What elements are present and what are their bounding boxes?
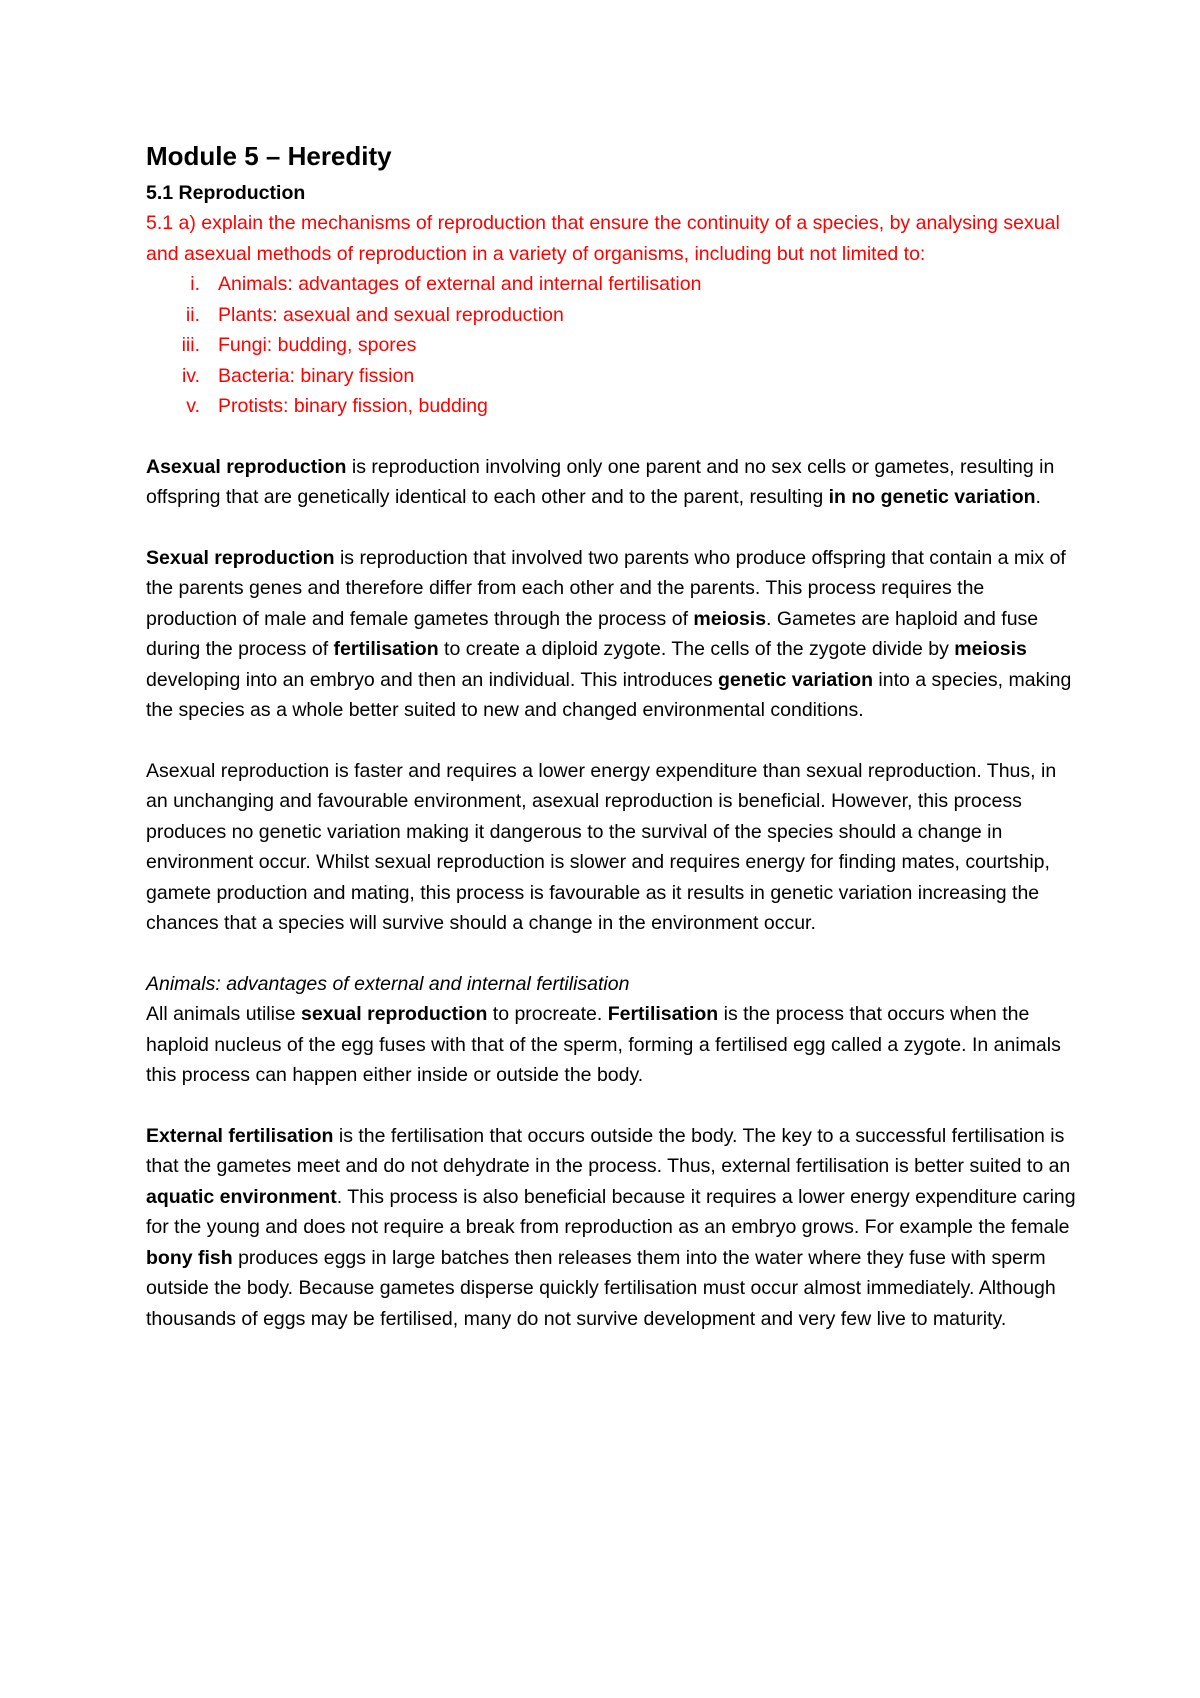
paragraph-text: All animals utilise	[146, 1003, 301, 1025]
list-item	[146, 269, 1076, 300]
list-text: Plants: asexual and sexual reproduction	[218, 303, 564, 326]
list-item	[146, 361, 1076, 392]
list-number: i.	[190, 273, 200, 295]
outcome-list	[146, 269, 1076, 422]
list-number: iv.	[181, 364, 200, 387]
paragraph-text: developing into an embryo and then an individual. This introduces	[146, 668, 719, 691]
external-fertilisation-paragraph	[146, 1121, 1076, 1335]
term-bold: in no genetic variation	[828, 486, 1036, 508]
comparison-paragraph: Asexual reproduction is faster and requires a lower energy expenditure than sexual reproduction. Thus, in an unchanging and favourable environment, asexual reproduction is beneficial. However, this process produces no genetic variation making it dangerous to the survival of the species should a change in environment occur. Whilst sexual reproduction is slower and requires energy for finding mates, courtship, gamete production and mating, this process is favourable as it results in genetic variation increasing the chances that a species will survive should a change in the environment occur.	[146, 759, 1057, 934]
list-text: Animals: advantages of external and internal fertilisation	[218, 273, 702, 295]
paragraph-text: into a species, making the species as a whole better suited to new and changed environmental conditions.	[146, 668, 1072, 721]
paragraph-text: produces eggs in large batches then releases them into the water where they fuse with sperm outside the body. Because gametes disperse quickly fertilisation must occur almost immediately. Although thousands of eggs may be fertilised, many do not survive development and very few live to maturity.	[146, 1246, 1056, 1330]
list-item	[146, 391, 1076, 422]
sexual-definition-paragraph	[146, 543, 1076, 726]
list-text: Fungi: budding, spores	[218, 334, 417, 356]
document-body	[146, 138, 1076, 1334]
term-bold: meiosis	[954, 638, 1027, 660]
term-bold: sexual reproduction	[300, 1003, 488, 1025]
term-bold: bony fish	[146, 1246, 233, 1269]
paragraph-text: is reproduction that involved two parents who produce offspring that contain a mix of the parents genes and therefore differ from each other and the parents. This process requires the production of male and female gametes through the process of	[146, 546, 1066, 630]
term-bold: meiosis	[693, 607, 767, 630]
page-title: Module 5 – Heredity	[146, 141, 392, 171]
paragraph-text: .	[1035, 486, 1041, 508]
list-item	[146, 330, 1076, 361]
section-heading: 5.1 Reproduction	[146, 182, 306, 204]
term-bold: aquatic environment	[146, 1185, 337, 1208]
paragraph-text: to create a diploid zygote. The cells of the zygote divide by	[438, 638, 955, 660]
list-item	[146, 300, 1076, 331]
paragraph-text: is the process that occurs when the haploid nucleus of the egg fuses with that of the sperm, forming a fertilised egg called a zygote. In animals this process can happen either inside or outside the body.	[146, 1003, 1061, 1086]
list-number: iii.	[181, 334, 200, 356]
paragraph-text: . This process is also beneficial because it requires a lower energy expenditure caring for the young and does not require a break from reproduction as an embryo grows. For example the female	[146, 1185, 1076, 1238]
paragraph-text: is the fertilisation that occurs outside the body. The key to a successful fertilisation is that the gametes meet and do not dehydrate in the process. Thus, external fertilisation is better suited to an	[146, 1124, 1071, 1177]
term-bold: Fertilisation	[607, 1003, 719, 1025]
list-number: ii.	[185, 303, 200, 326]
term-bold: External fertilisation	[146, 1124, 334, 1147]
paragraph-text: to procreate.	[487, 1003, 608, 1025]
animals-paragraph	[146, 969, 1076, 1091]
outcome-intro: 5.1 a) explain the mechanisms of reproduction that ensure the continuity of a species, by analysing sexual and asexual methods of reproduction in a variety of organisms, including but not limited to:	[146, 212, 1060, 265]
term-bold: fertilisation	[333, 638, 439, 660]
term-bold: Sexual reproduction	[146, 546, 335, 569]
paragraph-text: . Gametes are haploid and fuse during the process of	[146, 607, 1039, 660]
asexual-definition-paragraph	[146, 452, 1076, 513]
term-bold: Asexual reproduction	[146, 455, 347, 478]
list-text: Protists: binary fission, budding	[218, 395, 488, 417]
subsection-title: Animals: advantages of external and internal fertilisation	[146, 972, 630, 995]
paragraph-text: is reproduction involving only one parent and no sex cells or gametes, resulting in offspring that are genetically identical to each other and to the parent, resulting	[146, 455, 1055, 508]
list-text: Bacteria: binary fission	[218, 364, 415, 387]
list-number: v.	[186, 395, 200, 417]
term-bold: genetic variation	[718, 668, 873, 691]
